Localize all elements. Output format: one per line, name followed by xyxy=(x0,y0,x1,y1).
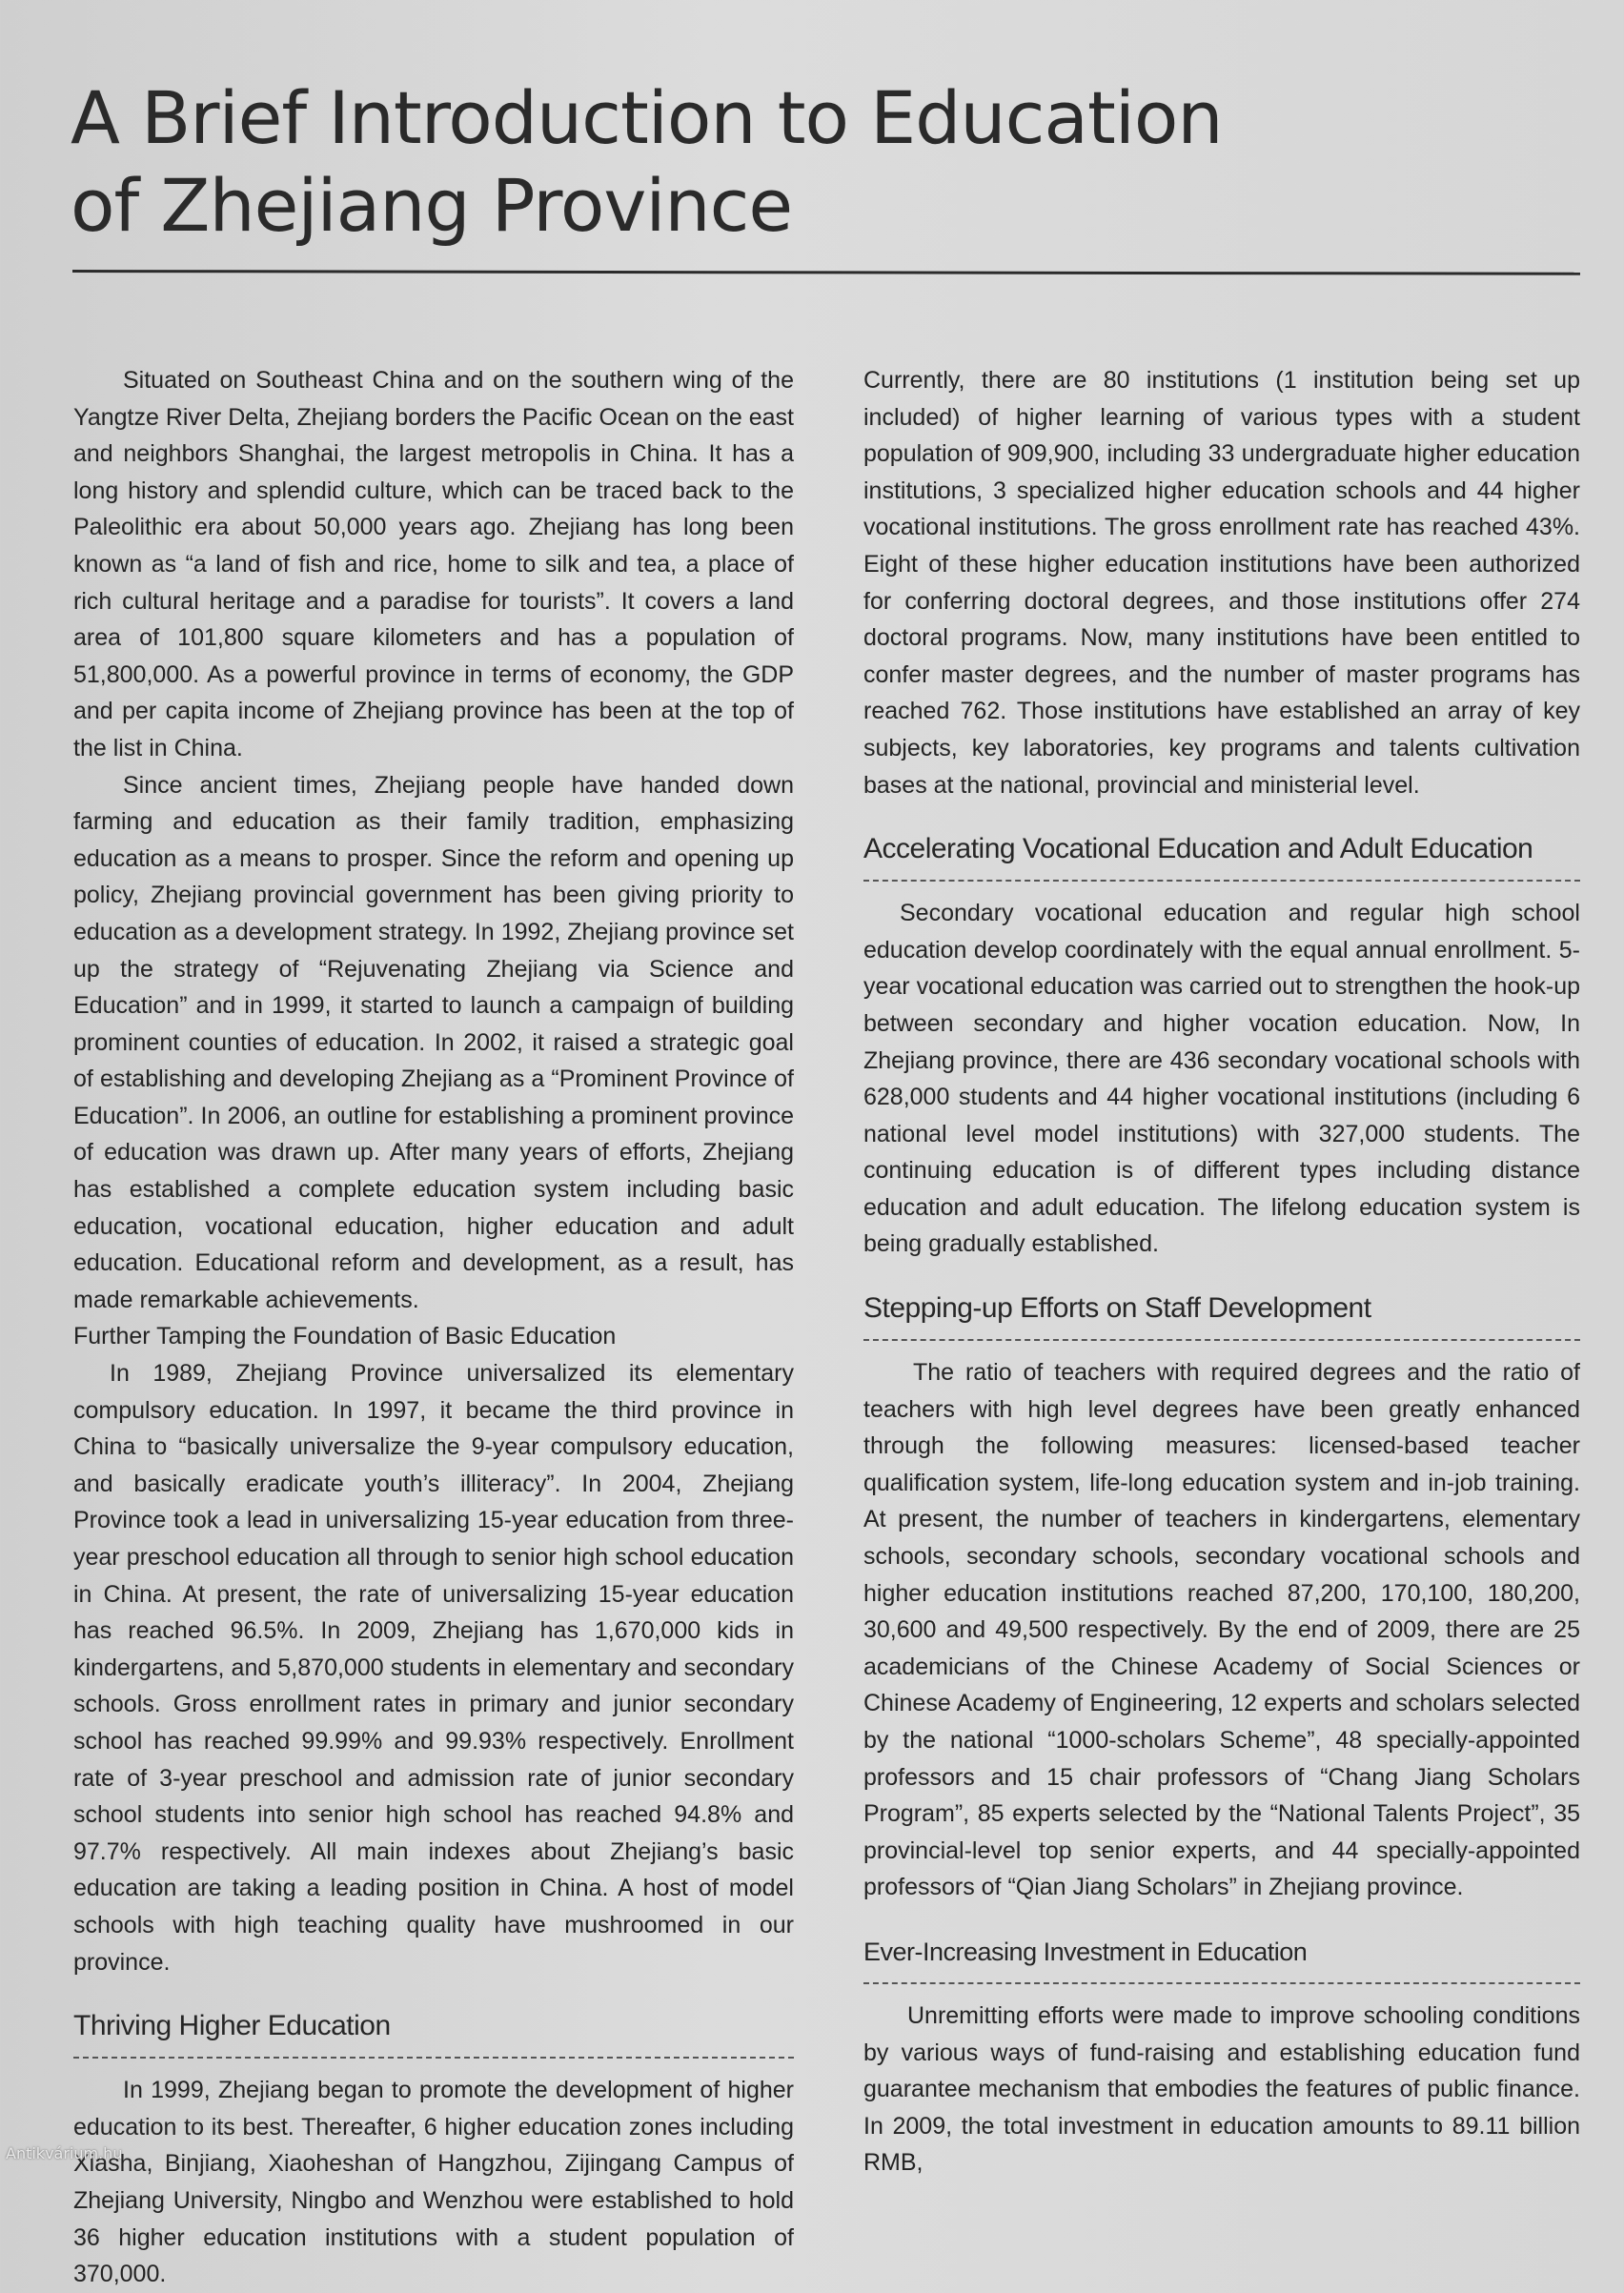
spacer xyxy=(863,1906,1580,1933)
page-title-line-2: of Zhejiang Province xyxy=(71,163,793,248)
vocational-education-paragraph: Secondary vocational education and regular high school education develop coordinately with the equal annual enrollment. 5-year vocational education was carried out to strengthen the hook-up between secondary and higher vocation education. Now, In Zhejiang province, there are 436 secondary vocational schools with 628,000 students and 44 higher vocational institutions (including 6 national level model institutions) with 327,000 students. The continuing education is of different types including distance education and adult education. The lifelong education system is being gradually established. xyxy=(863,900,1580,1258)
spacer xyxy=(863,803,1580,830)
watermark: Antikvárium.hu xyxy=(6,2144,123,2162)
staff-development-heading: Stepping-up Efforts on Staff Development xyxy=(863,1292,1371,1325)
higher-education-continued-paragraph: Currently, there are 80 institutions (1 institution being set up included) of higher learning of various types with a student population of 909,900, including 33 undergraduate higher education institutions, 3 specialized higher education schools and 44 higher vocational institutions. The gross enrollment rate has reached 43%. Eight of these higher education institutions have been authorized for conferring doctoral degrees, and those institutions offer 274 doctoral programs. Now, many institutions have been entitled to confer master degrees, and the number of master programs has reached 762. Those institutions have established an array of key subjects, key laboratories, key programs and talents cultivation bases at the national, provincial and ministerial level. xyxy=(863,367,1580,799)
investment-heading: Ever-Increasing Investment in Education xyxy=(863,1937,1308,1966)
right-column xyxy=(863,362,1580,2181)
spacer xyxy=(73,1980,794,2007)
higher-education-heading: Thriving Higher Education xyxy=(73,2010,391,2042)
page-title xyxy=(71,74,1500,250)
staff-development-divider xyxy=(863,1339,1580,1341)
basic-education-heading: Further Tamping the Foundation of Basic Education xyxy=(73,1323,617,1350)
investment-paragraph: Unremitting efforts were made to improve schooling conditions by various ways of fund-raising and establishing education fund guarantee mechanism that embodies the features of public finance. In 2009, the total investment in education amounts to 89.11 billion RMB, xyxy=(863,2001,1580,2177)
page-title-line-1: A Brief Introduction to Education xyxy=(71,75,1223,160)
investment-divider xyxy=(863,1982,1580,1984)
title-divider xyxy=(72,270,1580,275)
vocational-education-heading: Accelerating Vocational Education and Adult Education xyxy=(863,833,1533,865)
higher-education-divider xyxy=(73,2057,794,2059)
higher-education-paragraph: In 1999, Zhejiang began to promote the development of higher education to its best. Thereafter, 6 higher education zones including Xiasha, Binjiang, Xiaoheshan of Hangzhou, Zijingang Campus of Zhejiang University, Ningbo and Wenzhou were established to hold 36 higher education institutions with a student population of 370,000. xyxy=(73,2077,794,2288)
spacer xyxy=(863,1263,1580,1289)
vocational-education-divider xyxy=(863,880,1580,882)
left-column xyxy=(73,362,794,2293)
intro-paragraph-1: Situated on Southeast China and on the southern wing of the Yangtze River Delta, Zhejiang borders the Pacific Ocean on the east and neighbors Shanghai, the largest metropolis in China. It has a long history and splendid culture, which can be traced back to the Paleolithic era about 50,000 years ago. Zhejiang has long been known as “a land of fish and rice, home to silk and tea, a place of rich cultural heritage and a paradise for tourists”. It covers a land area of 101,800 square kilometers and has a population of 51,800,000. As a powerful province in terms of economy, the GDP and per capita income of Zhejiang province has been at the top of the list in China. xyxy=(73,367,794,761)
staff-development-paragraph: The ratio of teachers with required degrees and the ratio of teachers with high level degrees have been greatly enhanced through the following measures: licensed-based teacher qualification system, life-long education system and in-job training. At present, the number of teachers in kindergartens, elementary schools, secondary schools, secondary vocational schools and higher education institutions reached 87,200, 170,100, 180,200, 30,600 and 49,500 respectively. By the end of 2009, there are 25 academicians of the Chinese Academy of Social Sciences or Chinese Academy of Engineering, 12 experts and scholars selected by the national “1000-scholars Scheme”, 48 specially-appointed professors and 15 chair professors of “Chang Jiang Scholars Program”, 85 experts selected by the “National Talents Project”, 35 provincial-level top senior experts, and 44 specially-appointed professors of “Qian Jiang Scholars” in Zhejiang province. xyxy=(863,1359,1580,1901)
intro-paragraph-2: Since ancient times, Zhejiang people have handed down farming and education as their family tradition, emphasizing education as a means to prosper. Since the reform and opening up policy, Zhejiang provincial government has been giving priority to education as a development strategy. In 1992, Zhejiang province set up the strategy of “Rejuvenating Zhejiang via Science and Education” and in 1999, it started to launch a campaign of building prominent counties of education. In 2002, it raised a strategic goal of establishing and developing Zhejiang as a “Prominent Province of Education”. In 2006, an outline for establishing a prominent province of education was drawn up. After many years of efforts, Zhejiang has established a complete education system including basic education, vocational education, higher education and adult education. Educational reform and development, as a result, has made remarkable achievements. xyxy=(73,771,794,1313)
basic-education-paragraph: In 1989, Zhejiang Province universalized its elementary compulsory education. In 1997, it became the third province in China to “basically universalize the 9-year compulsory education, and basically eradicate youth’s illiteracy”. In 2004, Zhejiang Province took a lead in universalizing 15-year education from three-year preschool education all through to senior high school education in China. At present, the rate of universalizing 15-year education has reached 96.5%. In 2009, Zhejiang has 1,670,000 kids in kindergartens, and 5,870,000 students in elementary and secondary schools. Gross enrollment rates in primary and junior secondary school has reached 99.99% and 99.93% respectively. Enrollment rate of 3-year preschool and admission rate of junior secondary school students into senior high school has reached 94.8% and 97.7% respectively. All main indexes about Zhejiang’s basic education are taking a leading position in China. A host of model schools with high teaching quality have mushroomed in our province. xyxy=(73,1360,794,1976)
